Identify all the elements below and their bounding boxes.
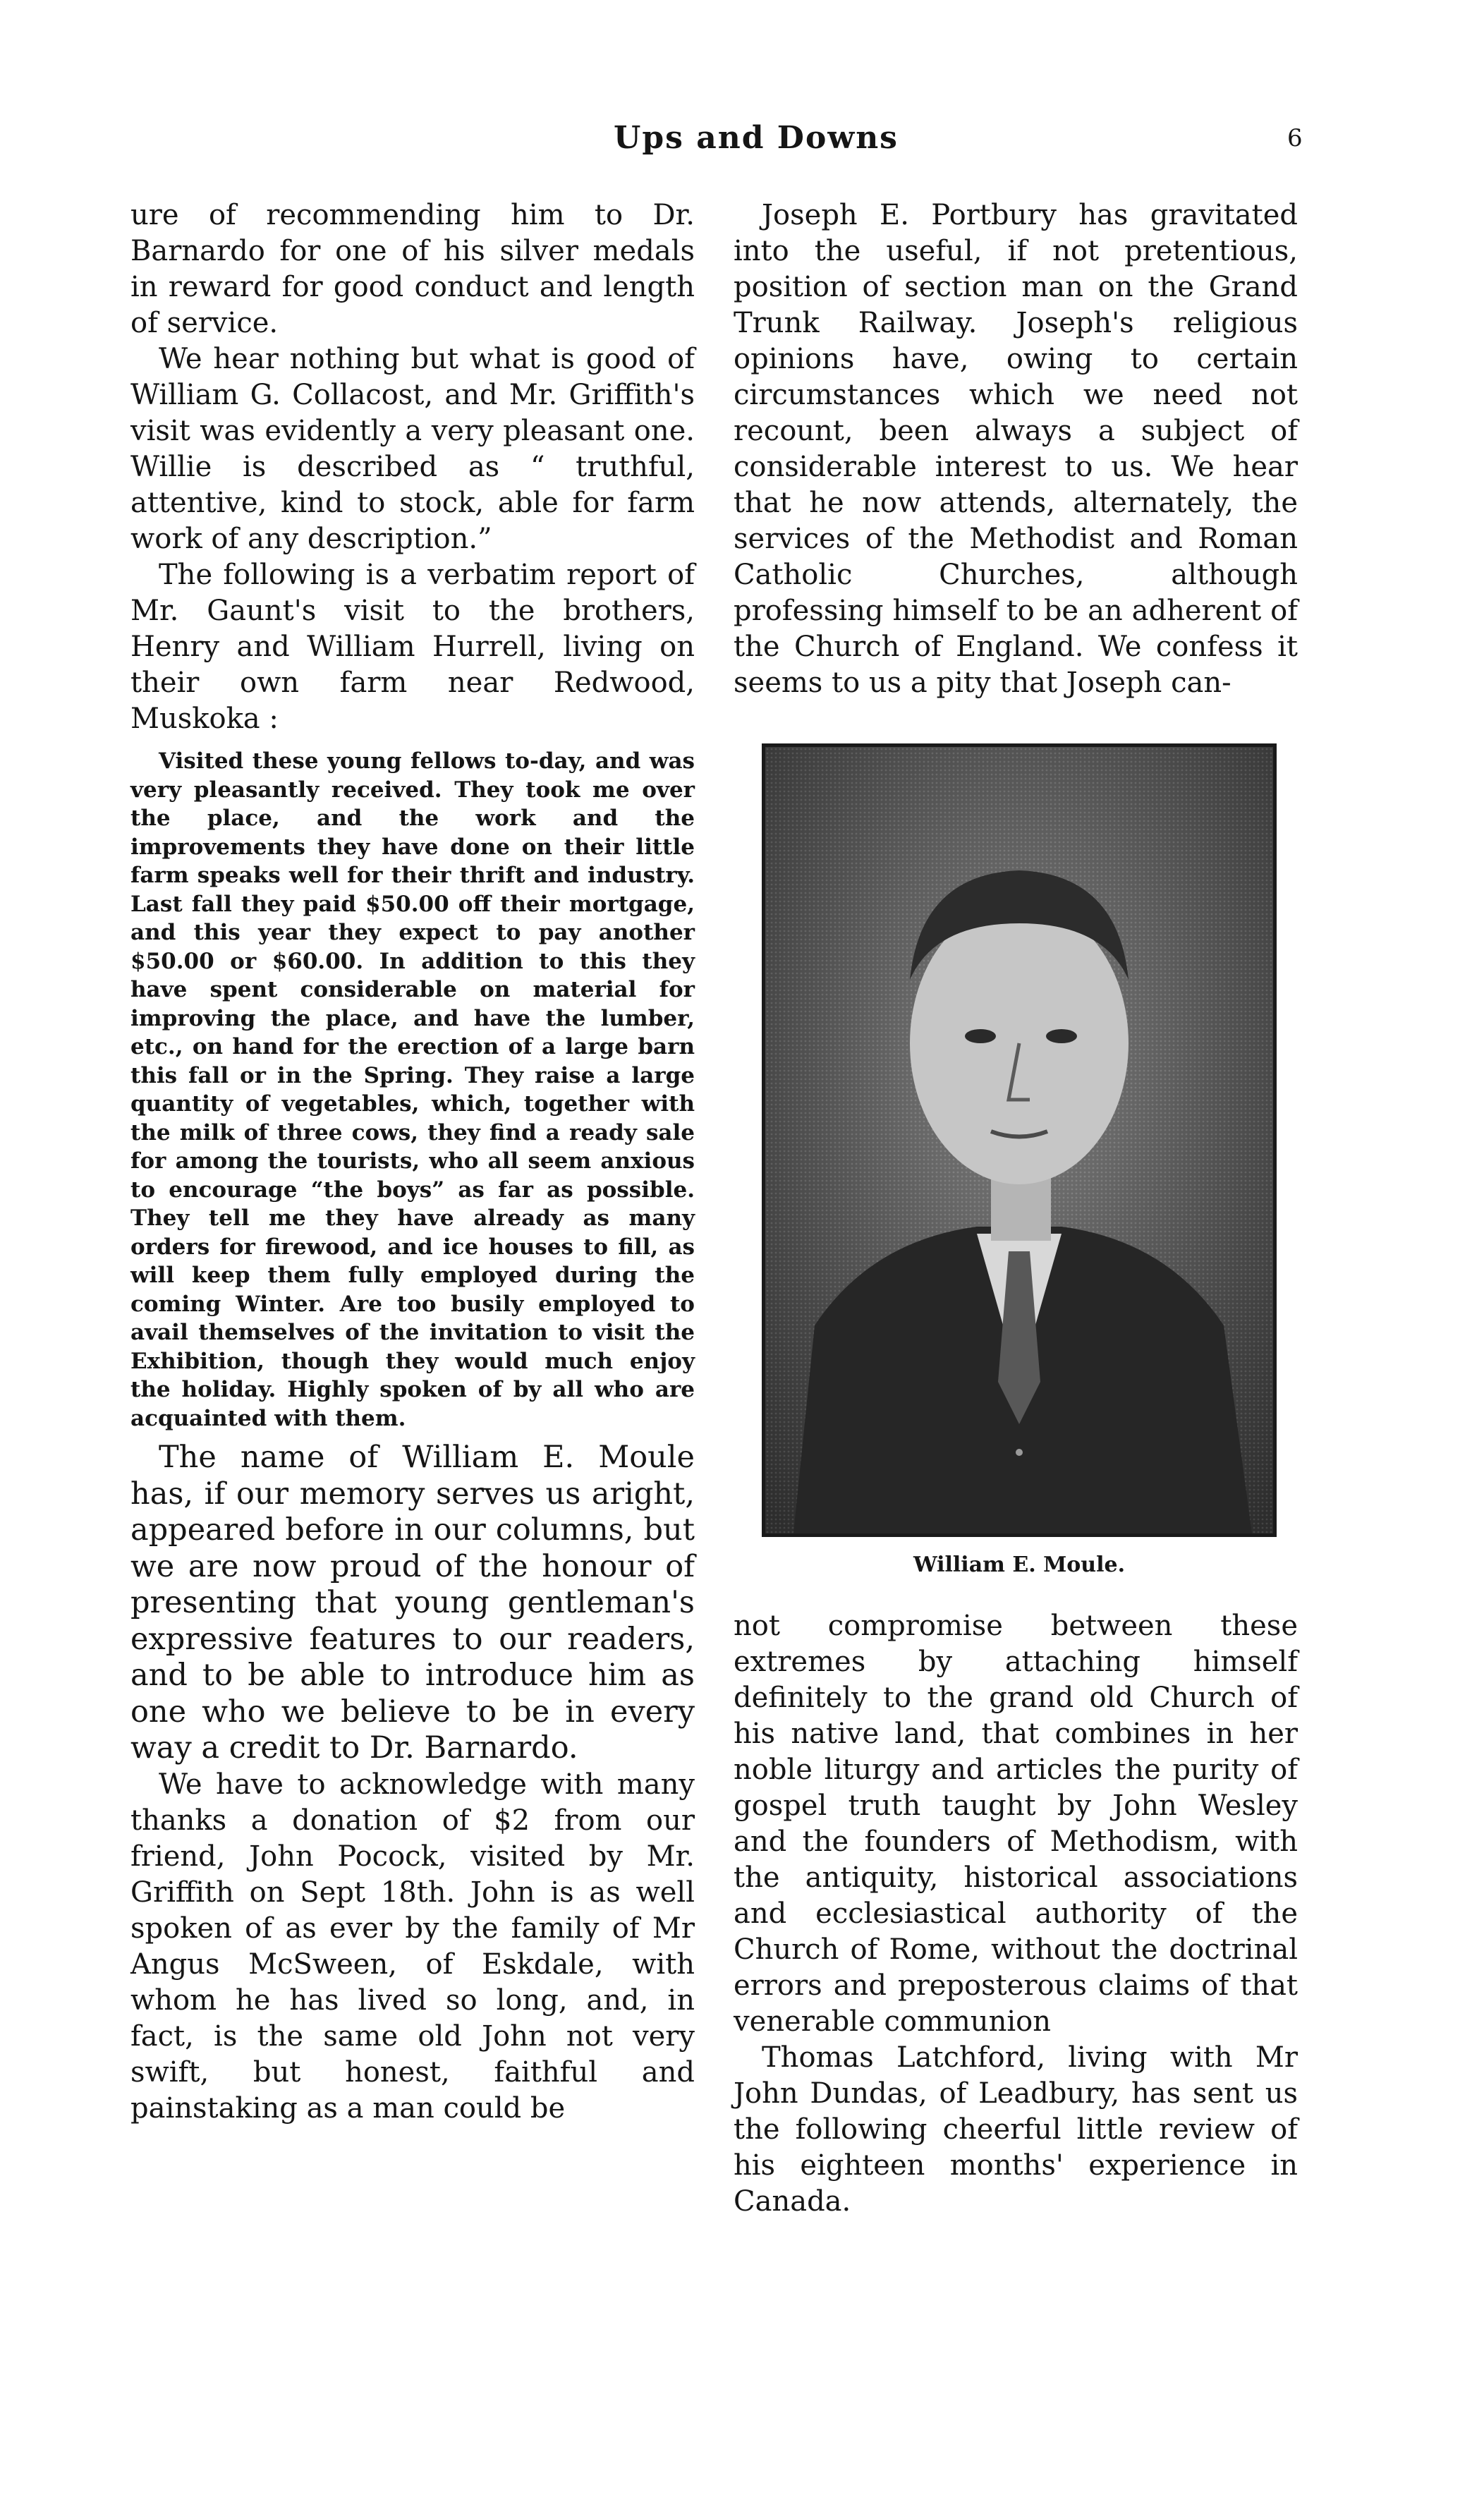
portrait-illustration bbox=[765, 747, 1273, 1533]
portrait-figure bbox=[762, 743, 1277, 1577]
right-column bbox=[734, 198, 1298, 2220]
page-header bbox=[0, 120, 1484, 169]
page-number: 6 bbox=[1287, 124, 1303, 152]
running-title: Ups and Downs bbox=[614, 120, 899, 156]
left-column bbox=[130, 198, 695, 2127]
verbatim-report-quote: Visited these young fellows to-day, and was very pleasantly received. They took me over the place, and the work and the improvements they have done on their little farm speaks well for their thrift and industry. Last fall they paid $50.00 off their mortgage, and this year they expect to pay another $50.00 or $60.00. In addition to this they have spent considerable on material for improving the place, and have the lumber, etc., on hand for the erection of a large barn this fall or in the Spring. They raise a large quantity of vegetables, which, together with the milk of three cows, they find a ready sale for among the tourists, who all seem anxious to encourage “the boys” as far as possible. They tell me they have already as many orders for firewood, and ice houses to fill, as will keep them fully employed during the coming Winter. Are too busily employed to avail themselves of the invitation to visit the Exhibition, though they would much enjoy the holiday. Highly spoken of by all who are acquainted with them. bbox=[130, 748, 695, 1431]
paragraph-collacost: We hear nothing but what is good of William G. Collacost, and Mr. Griffith's visit was evidently a very pleasant one. Willie is described as “ truthful, attentive, kind to stock, able for farm work of any description.” bbox=[130, 343, 695, 555]
paragraph-portbury-continued: not compromise between these extremes by attaching himself definitely to the grand old Church of his native land, that combines in her noble liturgy and articles the purity of gospel truth taught by John Wesley and the founders of Methodism, with the antiquity, historical associations and ecclesiastical authority of the Church of Rome, without the doctrinal errors and preposterous claims of that venerable communion bbox=[734, 1610, 1298, 2038]
paragraph-moule: The name of William E. Moule has, if our memory serves us aright, appeared before in our columns, but we are now proud of the honour of presenting that young gentleman's expressive features to our readers, and to be able to introduce him as one who we believe to be in every way a credit to Dr. Barnardo. bbox=[130, 1440, 695, 1766]
paragraph-latchford: Thomas Latchford, living with Mr John Dundas, of Leadbury, has sent us the following cheerful little review of his eighteen months' experience in Canada. bbox=[734, 2041, 1298, 2218]
paragraph-pocock: We have to acknowledge with many thanks a donation of $2 from our friend, John Pocock, visited by Mr. Griffith on Sept 18th. John is as well spoken of as ever by the family of Mr Angus McSween, of Eskdale, with whom he has lived so long, and, in fact, is the same old John not very swift, but honest, faithful and painstaking as a man could be bbox=[130, 1768, 695, 2125]
portrait-photo bbox=[762, 743, 1277, 1537]
paragraph-hurrell-intro: The following is a verbatim report of Mr. Gaunt's visit to the brothers, Henry and William Hurrell, living on their own farm near Redwood, Muskoka : bbox=[130, 559, 695, 735]
paragraph-collacost-intro: ure of recommending him to Dr. Barnardo for one of his silver medals in reward for good conduct and length of service. bbox=[130, 199, 695, 339]
photo-caption: William E. Moule. bbox=[913, 1553, 1126, 1577]
paragraph-portbury: Joseph E. Portbury has gravitated into the useful, if not pretentious, position of section man on the Grand Trunk Railway. Joseph's religious opinions have, owing to certain circumstances which we need not recount, been always a subject of considerable interest to us. We hear that he now attends, alternately, the services of the Methodist and Roman Catholic Churches, although professing himself to be an adherent of the Church of England. We confess it seems to us a pity that Joseph can- bbox=[734, 199, 1298, 699]
